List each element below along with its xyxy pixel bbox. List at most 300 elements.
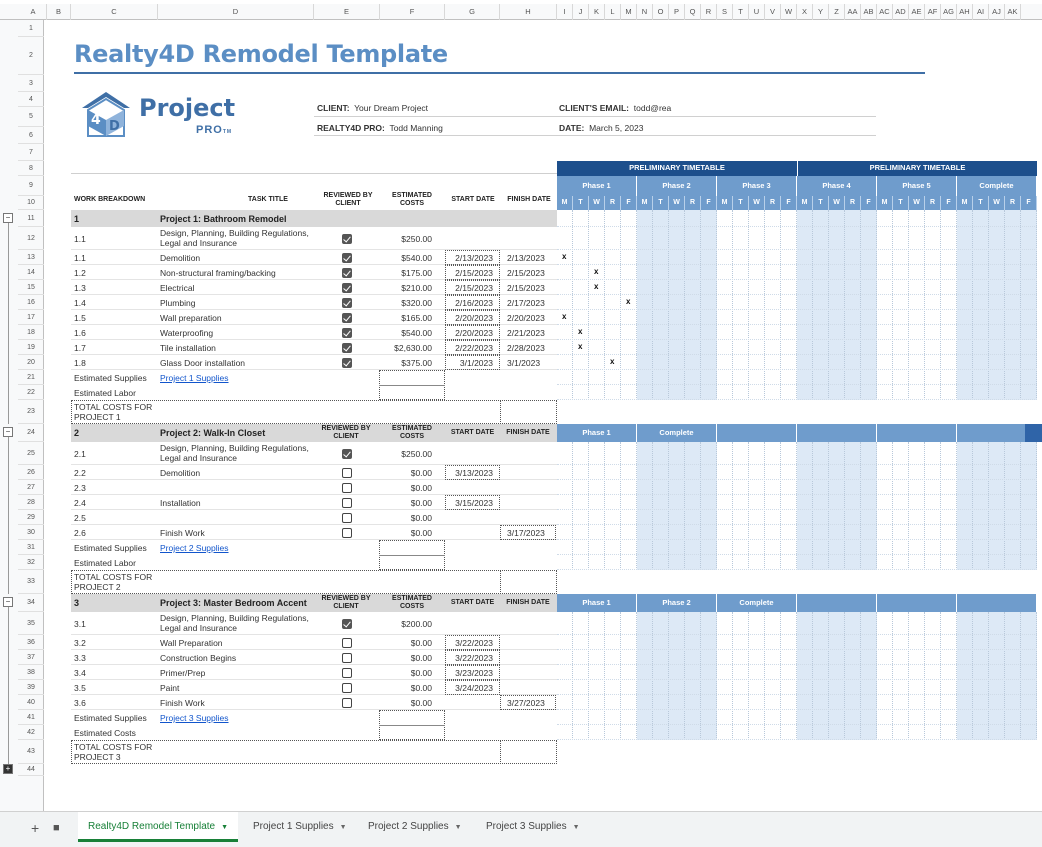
gantt-row xyxy=(557,635,1037,650)
column-header-s[interactable]: S xyxy=(717,4,733,20)
timetable-band: PRELIMINARY TIMETABLE xyxy=(797,161,1037,176)
row-header-9[interactable]: 9 xyxy=(18,176,44,196)
start-date[interactable]: 3/22/2023 xyxy=(455,652,493,663)
gantt-row xyxy=(557,555,1037,570)
task-title[interactable]: Demolition xyxy=(160,467,201,478)
phase-header-empty xyxy=(877,594,957,612)
gantt-row xyxy=(557,310,1037,325)
day-header: R xyxy=(925,196,941,210)
column-header-r[interactable]: R xyxy=(701,4,717,20)
day-header: R xyxy=(605,196,621,210)
column-header-ag[interactable]: AG xyxy=(941,4,957,20)
finish-date[interactable]: 3/27/2023 xyxy=(507,697,545,708)
gantt-row xyxy=(557,612,1037,635)
checked-checkbox[interactable] xyxy=(342,358,352,368)
row-header-35[interactable]: 35 xyxy=(18,612,44,635)
row-header-17[interactable]: 17 xyxy=(18,310,44,325)
row-header-15[interactable]: 15 xyxy=(18,280,44,295)
logo-sub: PROTM xyxy=(196,124,233,136)
phase-header-empty xyxy=(957,594,1037,612)
task-cost[interactable]: $210.00 xyxy=(401,282,432,293)
day-header: W xyxy=(669,196,685,210)
column-header-k[interactable]: K xyxy=(589,4,605,20)
row-header-42[interactable]: 42 xyxy=(18,725,44,740)
task-title[interactable]: Design, Planning, Building Regulations, Legal and Insurance xyxy=(160,443,309,463)
task-title[interactable]: Waterproofing xyxy=(160,327,214,338)
header-finish-date: FINISH DATE xyxy=(507,196,551,203)
column-header-ai[interactable]: AI xyxy=(973,4,989,20)
unchecked-checkbox[interactable] xyxy=(342,513,352,523)
sheet-tab-label: Project 1 Supplies xyxy=(253,821,334,832)
checked-checkbox[interactable] xyxy=(342,283,352,293)
task-title[interactable]: Design, Planning, Building Regulations, Legal and Insurance xyxy=(160,613,309,633)
phase-header: Phase 1 xyxy=(557,594,637,612)
unchecked-checkbox[interactable] xyxy=(342,653,352,663)
start-date[interactable]: 3/22/2023 xyxy=(455,637,493,648)
task-id[interactable]: 2.1 xyxy=(74,448,86,459)
row-header-24[interactable]: 24 xyxy=(18,424,44,442)
column-header-aa[interactable]: AA xyxy=(845,4,861,20)
gantt-grid[interactable] xyxy=(557,612,1037,740)
start-date[interactable]: 3/24/2023 xyxy=(455,682,493,693)
unchecked-checkbox[interactable] xyxy=(342,638,352,648)
row-header-36[interactable]: 36 xyxy=(18,635,44,650)
finish-date[interactable]: 3/1/2023 xyxy=(507,357,541,368)
day-header: R xyxy=(1005,196,1021,210)
collapse-group-icon[interactable]: − xyxy=(3,597,13,607)
row-group-line xyxy=(8,433,9,594)
task-cost[interactable]: $165.00 xyxy=(401,312,432,323)
task-title[interactable]: Finish Work xyxy=(160,697,205,708)
gantt-row xyxy=(557,695,1037,710)
header-costs: ESTIMATED COSTS xyxy=(392,595,432,610)
row-header-37[interactable]: 37 xyxy=(18,650,44,665)
finish-date[interactable]: 2/28/2023 xyxy=(507,342,545,353)
task-title[interactable]: Electrical xyxy=(160,282,195,293)
day-header: T xyxy=(733,196,749,210)
task-title[interactable]: Primer/Prep xyxy=(160,667,206,678)
info-divider xyxy=(314,116,876,117)
unchecked-checkbox[interactable] xyxy=(342,698,352,708)
row-header-18[interactable]: 18 xyxy=(18,325,44,340)
checked-checkbox[interactable] xyxy=(342,313,352,323)
task-cost[interactable]: $0.00 xyxy=(410,682,432,693)
column-header-u[interactable]: U xyxy=(749,4,765,20)
finish-date[interactable]: 2/13/2023 xyxy=(507,252,545,263)
total-label: TOTAL COSTS FOR PROJECT 2 xyxy=(74,572,153,592)
checked-checkbox[interactable] xyxy=(342,619,352,629)
day-header: T xyxy=(893,196,909,210)
gantt-mark[interactable]: x xyxy=(626,297,631,306)
project-title: Project 1: Bathroom Remodel xyxy=(160,214,287,224)
start-date[interactable]: 2/13/2023 xyxy=(455,252,493,263)
phase-header: Phase 1 xyxy=(557,424,637,442)
sheet-tab[interactable] xyxy=(78,812,238,842)
row-header-3[interactable]: 3 xyxy=(18,75,44,92)
collapse-group-icon[interactable]: − xyxy=(3,427,13,437)
header-top-line xyxy=(71,173,557,174)
start-date[interactable]: 2/15/2023 xyxy=(455,267,493,278)
row-header-1[interactable]: 1 xyxy=(18,20,44,37)
task-id[interactable]: 3.4 xyxy=(74,667,86,678)
column-header-ak[interactable]: AK xyxy=(1005,4,1021,20)
column-header-q[interactable]: Q xyxy=(685,4,701,20)
gantt-mark[interactable]: x xyxy=(610,357,615,366)
gantt-row xyxy=(557,325,1037,340)
row-divider xyxy=(71,709,557,710)
checked-checkbox[interactable] xyxy=(342,268,352,278)
task-title[interactable]: Paint xyxy=(160,682,180,693)
task-cost[interactable]: $0.00 xyxy=(410,467,432,478)
row-header-31[interactable]: 31 xyxy=(18,540,44,555)
column-header-g[interactable]: G xyxy=(445,4,500,20)
gantt-row xyxy=(557,280,1037,295)
task-cost[interactable]: $0.00 xyxy=(410,527,432,538)
row-header-41[interactable]: 41 xyxy=(18,710,44,725)
row-header-28[interactable]: 28 xyxy=(18,495,44,510)
row-header-8[interactable]: 8 xyxy=(18,161,44,176)
supplies-link[interactable]: Project 3 Supplies xyxy=(160,713,229,723)
row-header-6[interactable]: 6 xyxy=(18,127,44,144)
task-id[interactable]: 1.7 xyxy=(74,342,86,353)
chevron-down-icon[interactable]: ▼ xyxy=(221,824,229,831)
column-header-b[interactable]: B xyxy=(47,4,71,20)
column-header-p[interactable]: P xyxy=(669,4,685,20)
sheet-title: Realty4D Remodel Template xyxy=(74,40,448,68)
chevron-down-icon[interactable]: ▼ xyxy=(572,824,580,831)
column-header-x[interactable]: X xyxy=(797,4,813,20)
column-header-i[interactable]: I xyxy=(557,4,573,20)
unchecked-checkbox[interactable] xyxy=(342,668,352,678)
start-date[interactable]: 2/15/2023 xyxy=(455,282,493,293)
checked-checkbox[interactable] xyxy=(342,343,352,353)
header-work-breakdown: WORK BREAKDOWN xyxy=(74,196,146,203)
unchecked-checkbox[interactable] xyxy=(342,468,352,478)
task-cost[interactable]: $375.00 xyxy=(401,357,432,368)
collapse-group-icon[interactable]: − xyxy=(3,213,13,223)
phase-header: Phase 1 xyxy=(557,176,637,196)
task-id[interactable]: 2.2 xyxy=(74,467,86,478)
supplies-label: Estimated Supplies xyxy=(74,713,147,723)
task-title[interactable]: Tile installation xyxy=(160,342,216,353)
header-start-date: START DATE xyxy=(451,196,495,203)
task-id[interactable]: 3.2 xyxy=(74,637,86,648)
row-header-30[interactable]: 30 xyxy=(18,525,44,540)
row-header-5[interactable]: 5 xyxy=(18,107,44,127)
task-cost[interactable]: $540.00 xyxy=(401,252,432,263)
row-header-44[interactable]: 44 xyxy=(18,764,44,776)
header-finish: FINISH DATE xyxy=(506,429,550,436)
column-header-t[interactable]: T xyxy=(733,4,749,20)
sheet-tab[interactable] xyxy=(476,812,590,842)
day-header: F xyxy=(1021,196,1037,210)
sheet-tab-label: Project 3 Supplies xyxy=(486,821,567,832)
row-header-32[interactable]: 32 xyxy=(18,555,44,570)
labor-label: Estimated Costs xyxy=(74,728,136,738)
row-header-12[interactable]: 12 xyxy=(18,227,44,250)
row-header-23[interactable]: 23 xyxy=(18,400,44,424)
finish-date[interactable]: 2/15/2023 xyxy=(507,267,545,278)
row-header-11[interactable]: 11 xyxy=(18,210,44,227)
start-date[interactable]: 2/20/2023 xyxy=(455,312,493,323)
gantt-row xyxy=(557,340,1037,355)
gantt-mark[interactable]: x xyxy=(578,327,583,336)
gantt-row xyxy=(557,725,1037,740)
task-cost[interactable]: $0.00 xyxy=(410,637,432,648)
task-id[interactable]: 1.1 xyxy=(74,233,86,244)
unchecked-checkbox[interactable] xyxy=(342,528,352,538)
phase-header: Phase 4 xyxy=(797,176,877,196)
task-cost[interactable]: $250.00 xyxy=(401,448,432,459)
phase-header-empty xyxy=(797,424,877,442)
task-cost[interactable]: $0.00 xyxy=(410,697,432,708)
row-header-7[interactable]: 7 xyxy=(18,144,44,161)
row-header-25[interactable]: 25 xyxy=(18,442,44,465)
total-value-box[interactable] xyxy=(500,400,557,424)
day-header: R xyxy=(765,196,781,210)
row-header-13[interactable]: 13 xyxy=(18,250,44,265)
phase-header: Complete xyxy=(637,424,717,442)
finish-date[interactable]: 2/21/2023 xyxy=(507,327,545,338)
task-id[interactable]: 3.6 xyxy=(74,697,86,708)
row-header-22[interactable]: 22 xyxy=(18,385,44,400)
start-date[interactable]: 2/22/2023 xyxy=(455,342,493,353)
checked-checkbox[interactable] xyxy=(342,234,352,244)
labor-label: Estimated Labor xyxy=(74,388,136,398)
task-id[interactable]: 3.3 xyxy=(74,652,86,663)
task-id[interactable]: 1.4 xyxy=(74,297,86,308)
phase-header-empty xyxy=(717,424,797,442)
row-header-2[interactable]: 2 xyxy=(18,37,44,75)
row-header-40[interactable]: 40 xyxy=(18,695,44,710)
task-title[interactable]: Wall preparation xyxy=(160,312,222,323)
task-title[interactable]: Wall Preparation xyxy=(160,637,223,648)
task-title[interactable]: Installation xyxy=(160,497,201,508)
task-id[interactable]: 2.6 xyxy=(74,527,86,538)
task-cost[interactable]: $250.00 xyxy=(401,233,432,244)
unchecked-checkbox[interactable] xyxy=(342,683,352,693)
task-id[interactable]: 2.4 xyxy=(74,497,86,508)
column-header-d[interactable]: D xyxy=(158,4,314,20)
expand-all-icon[interactable]: + xyxy=(3,764,13,774)
task-id[interactable]: 2.3 xyxy=(74,482,86,493)
task-cost[interactable]: $0.00 xyxy=(410,482,432,493)
start-date[interactable]: 3/13/2023 xyxy=(455,467,493,478)
row-header-38[interactable]: 38 xyxy=(18,665,44,680)
task-title[interactable]: Design, Planning, Building Regulations, Legal and Insurance xyxy=(160,228,309,248)
task-id[interactable]: 1.2 xyxy=(74,267,86,278)
task-cost[interactable]: $320.00 xyxy=(401,297,432,308)
row-header-27[interactable]: 27 xyxy=(18,480,44,495)
supplies-link[interactable]: Project 1 Supplies xyxy=(160,373,229,383)
row-header-26[interactable]: 26 xyxy=(18,465,44,480)
phase-header: Phase 3 xyxy=(717,176,797,196)
task-cost[interactable]: $200.00 xyxy=(401,618,432,629)
row-header-29[interactable]: 29 xyxy=(18,510,44,525)
gantt-grid[interactable] xyxy=(557,442,1037,570)
logo-word: Project xyxy=(139,94,236,122)
row-header-21[interactable]: 21 xyxy=(18,370,44,385)
column-header-h[interactable]: H xyxy=(500,4,557,20)
date-info: DATE: March 5, 2023 xyxy=(559,123,644,133)
day-header: W xyxy=(589,196,605,210)
checked-checkbox[interactable] xyxy=(342,328,352,338)
row-header-39[interactable]: 39 xyxy=(18,680,44,695)
chevron-down-icon[interactable]: ▼ xyxy=(339,824,347,831)
info-divider xyxy=(314,135,876,136)
task-id[interactable]: 1.5 xyxy=(74,312,86,323)
header-task-title: TASK TITLE xyxy=(248,196,288,203)
gantt-mark[interactable]: x xyxy=(562,252,567,261)
checked-checkbox[interactable] xyxy=(342,253,352,263)
task-title[interactable]: Non-structural framing/backing xyxy=(160,267,276,278)
header-costs: ESTIMATED COSTS xyxy=(392,192,432,207)
start-date[interactable]: 3/23/2023 xyxy=(455,667,493,678)
task-title[interactable]: Demolition xyxy=(160,252,201,263)
gantt-mark[interactable]: x xyxy=(562,312,567,321)
phase-header: Complete xyxy=(717,594,797,612)
task-cost[interactable]: $0.00 xyxy=(410,652,432,663)
task-cost[interactable]: $540.00 xyxy=(401,327,432,338)
start-date[interactable]: 2/16/2023 xyxy=(455,297,493,308)
column-header-ab[interactable]: AB xyxy=(861,4,877,20)
gantt-mark[interactable]: x xyxy=(594,282,599,291)
column-header-v[interactable]: V xyxy=(765,4,781,20)
phase-header-empty xyxy=(877,424,957,442)
task-id[interactable]: 1.8 xyxy=(74,357,86,368)
column-header-f[interactable]: F xyxy=(380,4,445,20)
column-header-ah[interactable]: AH xyxy=(957,4,973,20)
add-sheet-icon[interactable]: + xyxy=(31,820,40,836)
selected-cell[interactable] xyxy=(1025,424,1042,442)
day-header: M xyxy=(717,196,733,210)
finish-date[interactable]: 2/20/2023 xyxy=(507,312,545,323)
gantt-row xyxy=(557,540,1037,555)
project-title: Project 2: Walk-In Closet xyxy=(160,428,266,438)
finish-date[interactable]: 2/17/2023 xyxy=(507,297,545,308)
svg-text:D: D xyxy=(109,119,120,134)
row-header-20[interactable]: 20 xyxy=(18,355,44,370)
gantt-row xyxy=(557,355,1037,370)
start-date[interactable]: 3/1/2023 xyxy=(459,357,493,368)
column-header-n[interactable]: N xyxy=(637,4,653,20)
checked-checkbox[interactable] xyxy=(342,298,352,308)
task-cost[interactable]: $0.00 xyxy=(410,512,432,523)
day-header: F xyxy=(861,196,877,210)
header-start: START DATE xyxy=(450,599,495,606)
column-header-w[interactable]: W xyxy=(781,4,797,20)
row-header-33[interactable]: 33 xyxy=(18,570,44,594)
finish-date[interactable]: 3/17/2023 xyxy=(507,527,545,538)
total-value-box[interactable] xyxy=(500,570,557,594)
column-header-y[interactable]: Y xyxy=(813,4,829,20)
row-header-14[interactable]: 14 xyxy=(18,265,44,280)
column-header-o[interactable]: O xyxy=(653,4,669,20)
column-header-z[interactable]: Z xyxy=(829,4,845,20)
start-date[interactable]: 2/20/2023 xyxy=(455,327,493,338)
project-pro-logo-icon xyxy=(78,86,134,140)
column-header-l[interactable]: L xyxy=(605,4,621,20)
day-header: T xyxy=(653,196,669,210)
all-sheets-icon[interactable]: ■ xyxy=(53,822,60,834)
column-header-e[interactable]: E xyxy=(314,4,380,20)
phase-header: Phase 2 xyxy=(637,176,717,196)
checked-checkbox[interactable] xyxy=(342,449,352,459)
supplies-link[interactable]: Project 2 Supplies xyxy=(160,543,229,553)
task-id[interactable]: 1.3 xyxy=(74,282,86,293)
unchecked-checkbox[interactable] xyxy=(342,483,352,493)
gantt-row xyxy=(557,525,1037,540)
column-header-af[interactable]: AF xyxy=(925,4,941,20)
gantt-row xyxy=(557,680,1037,695)
total-label: TOTAL COSTS FOR PROJECT 3 xyxy=(74,742,153,762)
task-id[interactable]: 3.5 xyxy=(74,682,86,693)
column-header-j[interactable]: J xyxy=(573,4,589,20)
phase-header: Phase 5 xyxy=(877,176,957,196)
sheet-tab[interactable] xyxy=(243,812,357,842)
day-header: W xyxy=(989,196,1005,210)
task-cost[interactable]: $0.00 xyxy=(410,667,432,678)
task-title[interactable]: Finish Work xyxy=(160,527,205,538)
column-header-m[interactable]: M xyxy=(621,4,637,20)
row-header-10[interactable]: 10 xyxy=(18,196,44,210)
client-info: CLIENT: Your Dream Project xyxy=(317,103,429,113)
gantt-row xyxy=(557,495,1037,510)
gantt-row xyxy=(557,480,1037,495)
column-header-ac[interactable]: AC xyxy=(877,4,893,20)
gantt-row xyxy=(557,385,1037,400)
task-title[interactable]: Construction Begins xyxy=(160,652,237,663)
task-id[interactable]: 1.6 xyxy=(74,327,86,338)
finish-date[interactable]: 2/15/2023 xyxy=(507,282,545,293)
project-number: 2 xyxy=(74,428,80,438)
gantt-row xyxy=(557,442,1037,465)
start-date[interactable]: 3/15/2023 xyxy=(455,497,493,508)
row-divider xyxy=(71,524,557,525)
labor-label: Estimated Labor xyxy=(74,558,136,568)
task-title[interactable]: Glass Door installation xyxy=(160,357,246,368)
task-id[interactable]: 2.5 xyxy=(74,512,86,523)
column-header-ad[interactable]: AD xyxy=(893,4,909,20)
task-cost[interactable]: $175.00 xyxy=(401,267,432,278)
row-header-19[interactable]: 19 xyxy=(18,340,44,355)
task-title[interactable]: Plumbing xyxy=(160,297,196,308)
day-header: F xyxy=(781,196,797,210)
task-id[interactable]: 3.1 xyxy=(74,618,86,629)
gantt-mark[interactable]: x xyxy=(578,342,583,351)
task-id[interactable]: 1.1 xyxy=(74,252,86,263)
sheet-tab[interactable] xyxy=(358,812,472,842)
header-reviewed: REVIEWED BY CLIENT xyxy=(321,595,371,610)
column-header-a[interactable]: A xyxy=(20,4,47,20)
column-header-c[interactable]: C xyxy=(71,4,158,20)
column-header-ae[interactable]: AE xyxy=(909,4,925,20)
row-header-16[interactable]: 16 xyxy=(18,295,44,310)
column-header-aj[interactable]: AJ xyxy=(989,4,1005,20)
total-value-box[interactable] xyxy=(500,740,557,764)
row-header-4[interactable]: 4 xyxy=(18,92,44,107)
task-cost[interactable]: $0.00 xyxy=(410,497,432,508)
gantt-row xyxy=(557,210,1037,227)
day-header: W xyxy=(749,196,765,210)
unchecked-checkbox[interactable] xyxy=(342,498,352,508)
task-cost[interactable]: $2,630.00 xyxy=(394,342,432,353)
row-header-43[interactable]: 43 xyxy=(18,740,44,764)
row-header-34[interactable]: 34 xyxy=(18,594,44,612)
header-finish: FINISH DATE xyxy=(506,599,550,606)
chevron-down-icon[interactable]: ▼ xyxy=(454,824,462,831)
gantt-mark[interactable]: x xyxy=(594,267,599,276)
